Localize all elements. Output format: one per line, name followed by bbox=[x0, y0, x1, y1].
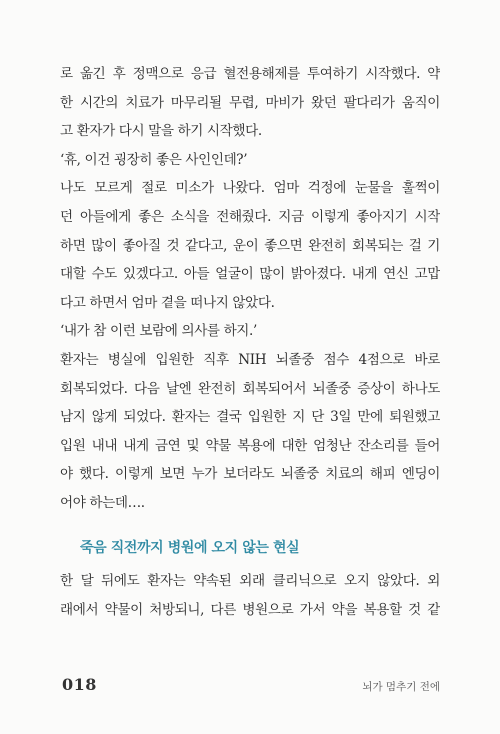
text-line: ‘내가 참 이런 보람에 의사를 하지.’ bbox=[60, 323, 257, 340]
text-line: 환자는 병실에 입원한 직후 NIH 뇌졸중 점수 4점으로 바로 bbox=[60, 351, 440, 368]
text-line: 하면 많이 좋아질 것 같다고, 운이 좋으면 완전히 회복되는 걸 기 bbox=[60, 237, 440, 254]
text-line: 한 달 뒤에도 환자는 약속된 외래 클리닉으로 오지 않았다. 외 bbox=[60, 573, 440, 589]
text-line: 야 했다. 이렇게 보면 누가 보더라도 뇌졸중 치료의 해피 엔딩이 bbox=[60, 466, 440, 483]
text-line: 입원 내내 내게 금연 및 약물 복용에 대한 엄청난 잔소리를 들어 bbox=[60, 437, 440, 454]
text-line: 다고 하면서 엄마 곁을 떠나지 않았다. bbox=[60, 294, 275, 311]
body-text-bottom bbox=[60, 567, 440, 624]
text-line: 나도 모르게 절로 미소가 나왔다. 엄마 걱정에 눈물을 훌쩍이 bbox=[60, 180, 440, 197]
text-line: 한 시간의 치료가 마무리될 무렵, 마비가 왔던 팔다리가 움직이 bbox=[60, 94, 440, 111]
page-number: 018 bbox=[62, 675, 97, 694]
text-line: 남지 않게 되었다. 환자는 결국 입원한 지 단 3일 만에 퇴원했고 bbox=[60, 409, 440, 426]
text-line: 로 옮긴 후 정맥으로 응급 혈전용해제를 투여하기 시작했다. 약 bbox=[60, 66, 440, 82]
text-line: 래에서 약물이 처방되니, 다른 병원으로 가서 약을 복용할 것 같 bbox=[60, 601, 440, 618]
text-line: ‘휴, 이건 굉장히 좋은 사인인데?’ bbox=[60, 151, 248, 168]
text-line: 던 아들에게 좋은 소식을 전해줬다. 지금 이렇게 좋아지기 시작 bbox=[60, 208, 440, 225]
text-line: 대할 수도 있겠다고. 아들 얼굴이 많이 밝아졌다. 내게 연신 고맙 bbox=[60, 266, 440, 283]
section-heading: 죽음 직전까지 병원에 오지 않는 현실 bbox=[80, 540, 300, 556]
text-line: 회복되었다. 다음 날엔 완전히 회복되어서 뇌졸중 증상이 하나도 bbox=[60, 380, 440, 397]
text-line: 고 환자가 다시 말을 하기 시작했다. bbox=[60, 123, 262, 140]
text-line: 어야 하는데…. bbox=[60, 494, 145, 511]
body-text-top bbox=[60, 60, 440, 518]
running-book-title: 뇌가 멈추기 전에 bbox=[362, 681, 440, 693]
